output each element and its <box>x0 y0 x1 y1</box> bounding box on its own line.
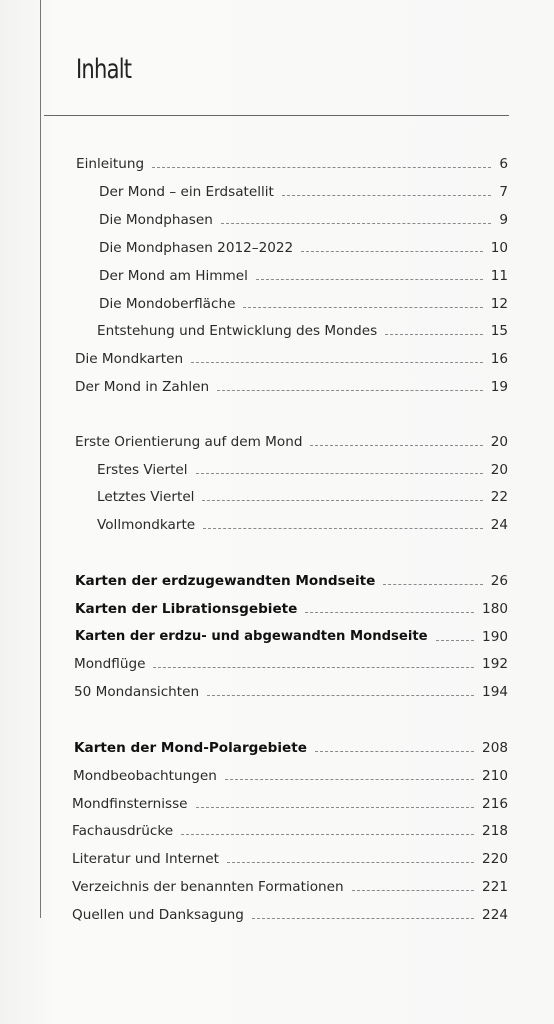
toc-entry[interactable] <box>74 654 508 674</box>
toc-leader <box>153 667 474 668</box>
toc-entry-label: Karten der erdzugewandten Mondseite <box>75 573 376 589</box>
toc-leader <box>181 834 474 835</box>
toc-leader <box>202 500 482 501</box>
toc-entry-label: Einleitung <box>76 156 145 172</box>
toc-entry[interactable] <box>99 210 508 230</box>
toc-entry-label: Der Mond – ein Erdsatellit <box>99 184 274 200</box>
toc-leader <box>152 167 491 168</box>
toc-leader <box>217 390 483 391</box>
toc-entry-label: Quellen und Danksagung <box>72 907 244 923</box>
toc-entry-label: Erste Orientierung auf dem Mond <box>75 434 303 450</box>
toc-leader <box>196 807 475 808</box>
toc-entry-page: 19 <box>490 379 508 395</box>
toc-entry-page: 12 <box>490 296 508 312</box>
toc-entry[interactable] <box>97 321 508 341</box>
toc-entry-label: 50 Mondansichten <box>74 684 200 700</box>
toc-entry-label: Fachausdrücke <box>72 823 174 839</box>
toc-entry-page: 180 <box>482 601 508 617</box>
toc-leader <box>243 307 482 308</box>
toc-entry[interactable] <box>99 238 508 258</box>
toc-entry[interactable] <box>75 377 508 397</box>
toc-entry[interactable] <box>75 599 508 619</box>
toc-entry-label: Entstehung und Entwicklung des Mondes <box>97 323 378 339</box>
toc-leader <box>225 779 474 780</box>
toc-entry-page: 9 <box>499 212 508 228</box>
toc-entry[interactable] <box>72 877 508 897</box>
toc-entry[interactable] <box>97 515 508 535</box>
toc-entry[interactable] <box>72 794 508 814</box>
toc-leader <box>256 279 483 280</box>
toc-leader <box>203 528 483 529</box>
toc-leader <box>436 640 474 641</box>
page-title: Inhalt <box>76 54 132 85</box>
toc-entry-label: Mondfinsternisse <box>72 796 188 812</box>
toc-leader <box>227 862 474 863</box>
toc-leader <box>305 612 474 613</box>
toc-entry-page: 192 <box>482 656 508 672</box>
toc-entry-label: Erstes Viertel <box>97 462 188 478</box>
toc-entry[interactable] <box>99 266 508 286</box>
toc-entry-page: 26 <box>490 573 508 589</box>
toc-leader <box>207 695 474 696</box>
toc-entry-page: 22 <box>490 489 508 505</box>
toc-entry-page: 11 <box>490 268 508 284</box>
toc-entry[interactable] <box>75 571 508 591</box>
toc-leader <box>315 751 474 752</box>
toc-leader <box>310 445 482 446</box>
toc-leader <box>191 362 483 363</box>
toc-entry[interactable] <box>72 821 508 841</box>
toc-entry-page: 24 <box>490 517 508 533</box>
toc-entry-page: 20 <box>490 462 508 478</box>
toc-entry-page: 221 <box>482 879 508 895</box>
toc-entry-label: Mondbeobachtungen <box>73 768 217 784</box>
toc-entry-label: Letztes Viertel <box>97 489 195 505</box>
toc-entry[interactable] <box>99 182 508 202</box>
toc-entry-label: Karten der erdzu- und abgewandten Mondseite <box>75 629 428 644</box>
toc-entry[interactable] <box>72 905 508 925</box>
toc-entry-label: Die Mondphasen 2012–2022 <box>99 240 294 256</box>
toc-entry-page: 194 <box>482 684 508 700</box>
toc-leader <box>301 251 483 252</box>
toc-entry-page: 20 <box>490 434 508 450</box>
toc-entry[interactable] <box>75 432 508 452</box>
toc-entry-page: 210 <box>482 768 508 784</box>
toc-entry-label: Karten der Librationsgebiete <box>75 601 298 617</box>
toc-entry-label: Mondflüge <box>74 656 146 672</box>
toc-leader <box>383 584 482 585</box>
toc-leader <box>196 473 483 474</box>
toc-entry[interactable] <box>73 766 508 786</box>
toc-entry-label: Die Mondkarten <box>75 351 184 367</box>
toc-leader <box>352 890 474 891</box>
toc-entry-page: 218 <box>482 823 508 839</box>
toc-entry-label: Literatur und Internet <box>72 851 219 867</box>
toc-entry[interactable] <box>97 460 508 480</box>
toc-entry-label: Verzeichnis der benannten Formationen <box>72 879 344 895</box>
toc-leader <box>385 334 483 335</box>
toc-entry-page: 224 <box>482 907 508 923</box>
toc-entry-page: 6 <box>499 156 508 172</box>
toc-entry-page: 216 <box>482 796 508 812</box>
toc-entry[interactable] <box>97 487 508 507</box>
toc-entry-label: Der Mond in Zahlen <box>75 379 210 395</box>
toc-entry[interactable] <box>75 349 508 369</box>
toc-entry[interactable] <box>75 627 508 647</box>
toc-entry-label: Der Mond am Himmel <box>99 268 248 284</box>
toc-entry[interactable] <box>76 154 508 174</box>
toc-entry-page: 10 <box>490 240 508 256</box>
toc-entry-label: Karten der Mond-Polargebiete <box>74 740 307 756</box>
toc-entry-page: 7 <box>499 184 508 200</box>
toc-entry-page: 208 <box>482 740 508 756</box>
toc-entry[interactable] <box>74 682 508 702</box>
toc-entry-label: Die Mondphasen <box>99 212 213 228</box>
toc-leader <box>252 918 474 919</box>
toc-entry[interactable] <box>72 849 508 869</box>
toc-leader <box>282 195 491 196</box>
toc-entry-page: 16 <box>490 351 508 367</box>
toc-entry-page: 220 <box>482 851 508 867</box>
toc-leader <box>221 223 491 224</box>
toc-entry-page: 15 <box>490 323 508 339</box>
toc-entry[interactable] <box>99 294 508 314</box>
toc-entry-label: Vollmondkarte <box>97 517 196 533</box>
toc-entry-label: Die Mondoberfläche <box>99 296 236 312</box>
toc-entry[interactable] <box>74 738 508 758</box>
toc-entry-page: 190 <box>482 629 508 645</box>
